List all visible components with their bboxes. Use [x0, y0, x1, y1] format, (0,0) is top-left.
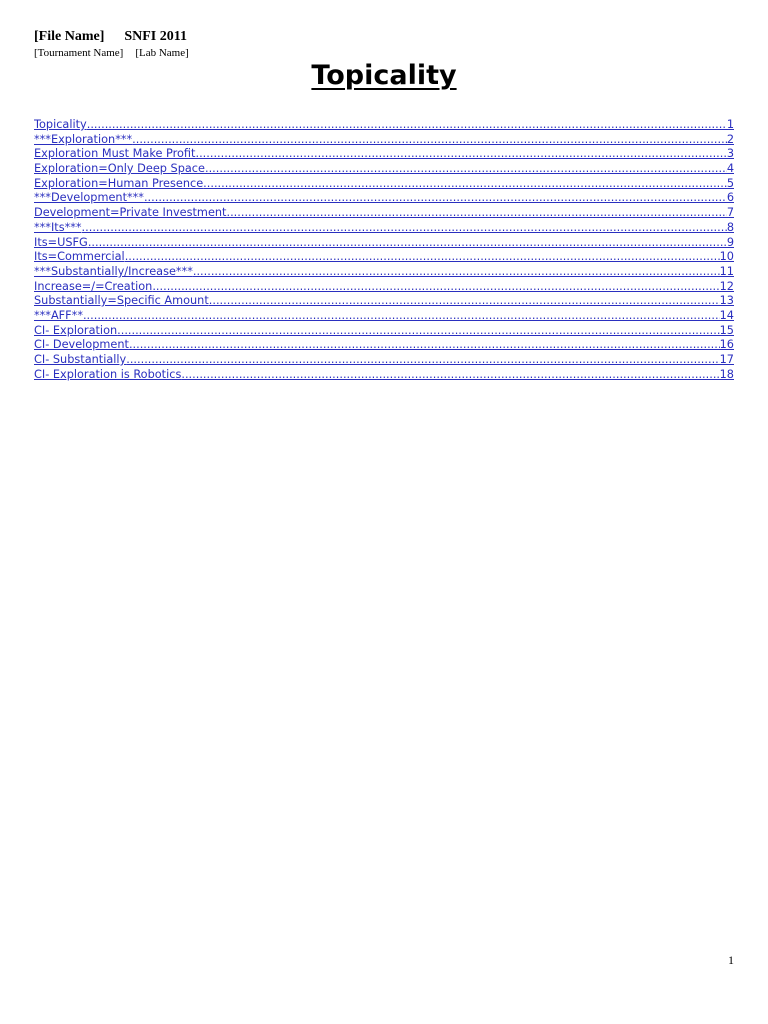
toc-entry-page: 9: [726, 235, 734, 249]
file-name: [File Name]: [34, 29, 105, 44]
toc-entry-page: 3: [726, 147, 734, 161]
page-title-text: Topicality: [311, 60, 457, 91]
toc-entry[interactable]: [34, 162, 734, 177]
toc-entry-page: 12: [719, 279, 734, 293]
toc-entry[interactable]: [34, 250, 734, 265]
toc-dot-leader: [195, 147, 726, 162]
page-header: [34, 28, 189, 60]
toc-entry-label: CI- Exploration: [34, 323, 118, 337]
toc-entry[interactable]: [34, 118, 734, 133]
toc-entry[interactable]: [34, 265, 734, 280]
toc-entry-page: 14: [719, 308, 734, 322]
toc-dot-leader: [209, 294, 720, 309]
toc-entry-page: 17: [719, 353, 734, 366]
page-number: 1: [728, 953, 734, 967]
toc-entry[interactable]: [34, 309, 734, 324]
toc-entry-label: ***Its***: [34, 220, 82, 234]
toc-entry-label: ***Substantially/Increase***: [34, 264, 193, 278]
toc-entry-label: Development=Private Investment: [34, 206, 227, 220]
toc-dot-leader: [181, 368, 719, 383]
toc-dot-leader: [226, 206, 726, 221]
toc-entry-page: 15: [719, 323, 734, 337]
toc-entry-page: 8: [726, 220, 734, 234]
toc-entry-page: 13: [719, 294, 734, 308]
toc-entry[interactable]: [34, 368, 734, 383]
toc-entry-label: ***AFF**: [34, 308, 83, 322]
toc-entry-page: 2: [726, 132, 734, 146]
toc-dot-leader: [125, 250, 720, 265]
toc-entry[interactable]: [34, 191, 734, 206]
toc-entry[interactable]: [34, 324, 734, 339]
toc-entry-label: Exploration=Human Presence: [34, 176, 204, 190]
toc-entry-label: CI- Substantially: [34, 353, 127, 366]
table-of-contents: [34, 118, 734, 382]
toc-dot-leader: [88, 236, 727, 251]
toc-entry-label: Substantially=Specific Amount: [34, 294, 209, 308]
toc-entry[interactable]: [34, 294, 734, 309]
toc-entry-label: Topicality: [34, 118, 87, 131]
toc-entry[interactable]: [34, 353, 734, 368]
lab-name: [Lab Name]: [135, 47, 189, 59]
toc-dot-leader: [132, 133, 727, 148]
toc-entry-label: ***Development***: [34, 191, 144, 205]
toc-entry[interactable]: [34, 206, 734, 221]
toc-dot-leader: [82, 221, 727, 236]
toc-entry[interactable]: [34, 338, 734, 353]
toc-dot-leader: [205, 162, 727, 177]
toc-entry-page: 16: [719, 338, 734, 352]
toc-dot-leader: [193, 265, 720, 280]
toc-entry-label: Exploration Must Make Profit: [34, 147, 196, 161]
toc-entry-label: CI- Exploration is Robotics: [34, 367, 182, 381]
toc-entry-label: ***Exploration***: [34, 132, 133, 146]
toc-dot-leader: [152, 280, 719, 295]
toc-dot-leader: [87, 118, 727, 133]
toc-entry-page: 1: [726, 118, 734, 131]
toc-dot-leader: [83, 309, 720, 324]
toc-entry[interactable]: [34, 280, 734, 295]
toc-dot-leader: [117, 324, 719, 339]
toc-entry-label: Its=USFG: [34, 235, 88, 249]
header-line-1: [34, 28, 189, 45]
toc-entry-page: 6: [726, 191, 734, 205]
toc-entry[interactable]: [34, 147, 734, 162]
toc-dot-leader: [203, 177, 727, 192]
page-title: [0, 58, 768, 94]
toc-entry[interactable]: [34, 177, 734, 192]
toc-dot-leader: [129, 338, 720, 353]
toc-entry-label: Its=Commercial: [34, 250, 125, 264]
camp-name: SNFI 2011: [124, 29, 187, 44]
toc-entry[interactable]: [34, 221, 734, 236]
toc-dot-leader: [144, 191, 727, 206]
tournament-name: [Tournament Name]: [34, 47, 124, 59]
toc-entry[interactable]: [34, 133, 734, 148]
toc-entry-page: 18: [719, 367, 734, 381]
toc-dot-leader: [126, 353, 719, 368]
toc-entry-page: 5: [726, 176, 734, 190]
toc-entry-page: 4: [726, 162, 734, 176]
toc-entry-label: CI- Development: [34, 338, 129, 352]
toc-entry-page: 7: [726, 206, 734, 220]
toc-entry-page: 11: [719, 264, 734, 278]
toc-entry-page: 10: [719, 250, 734, 264]
toc-entry[interactable]: [34, 236, 734, 251]
toc-entry-label: Exploration=Only Deep Space: [34, 162, 205, 176]
toc-entry-label: Increase=/=Creation: [34, 279, 153, 293]
